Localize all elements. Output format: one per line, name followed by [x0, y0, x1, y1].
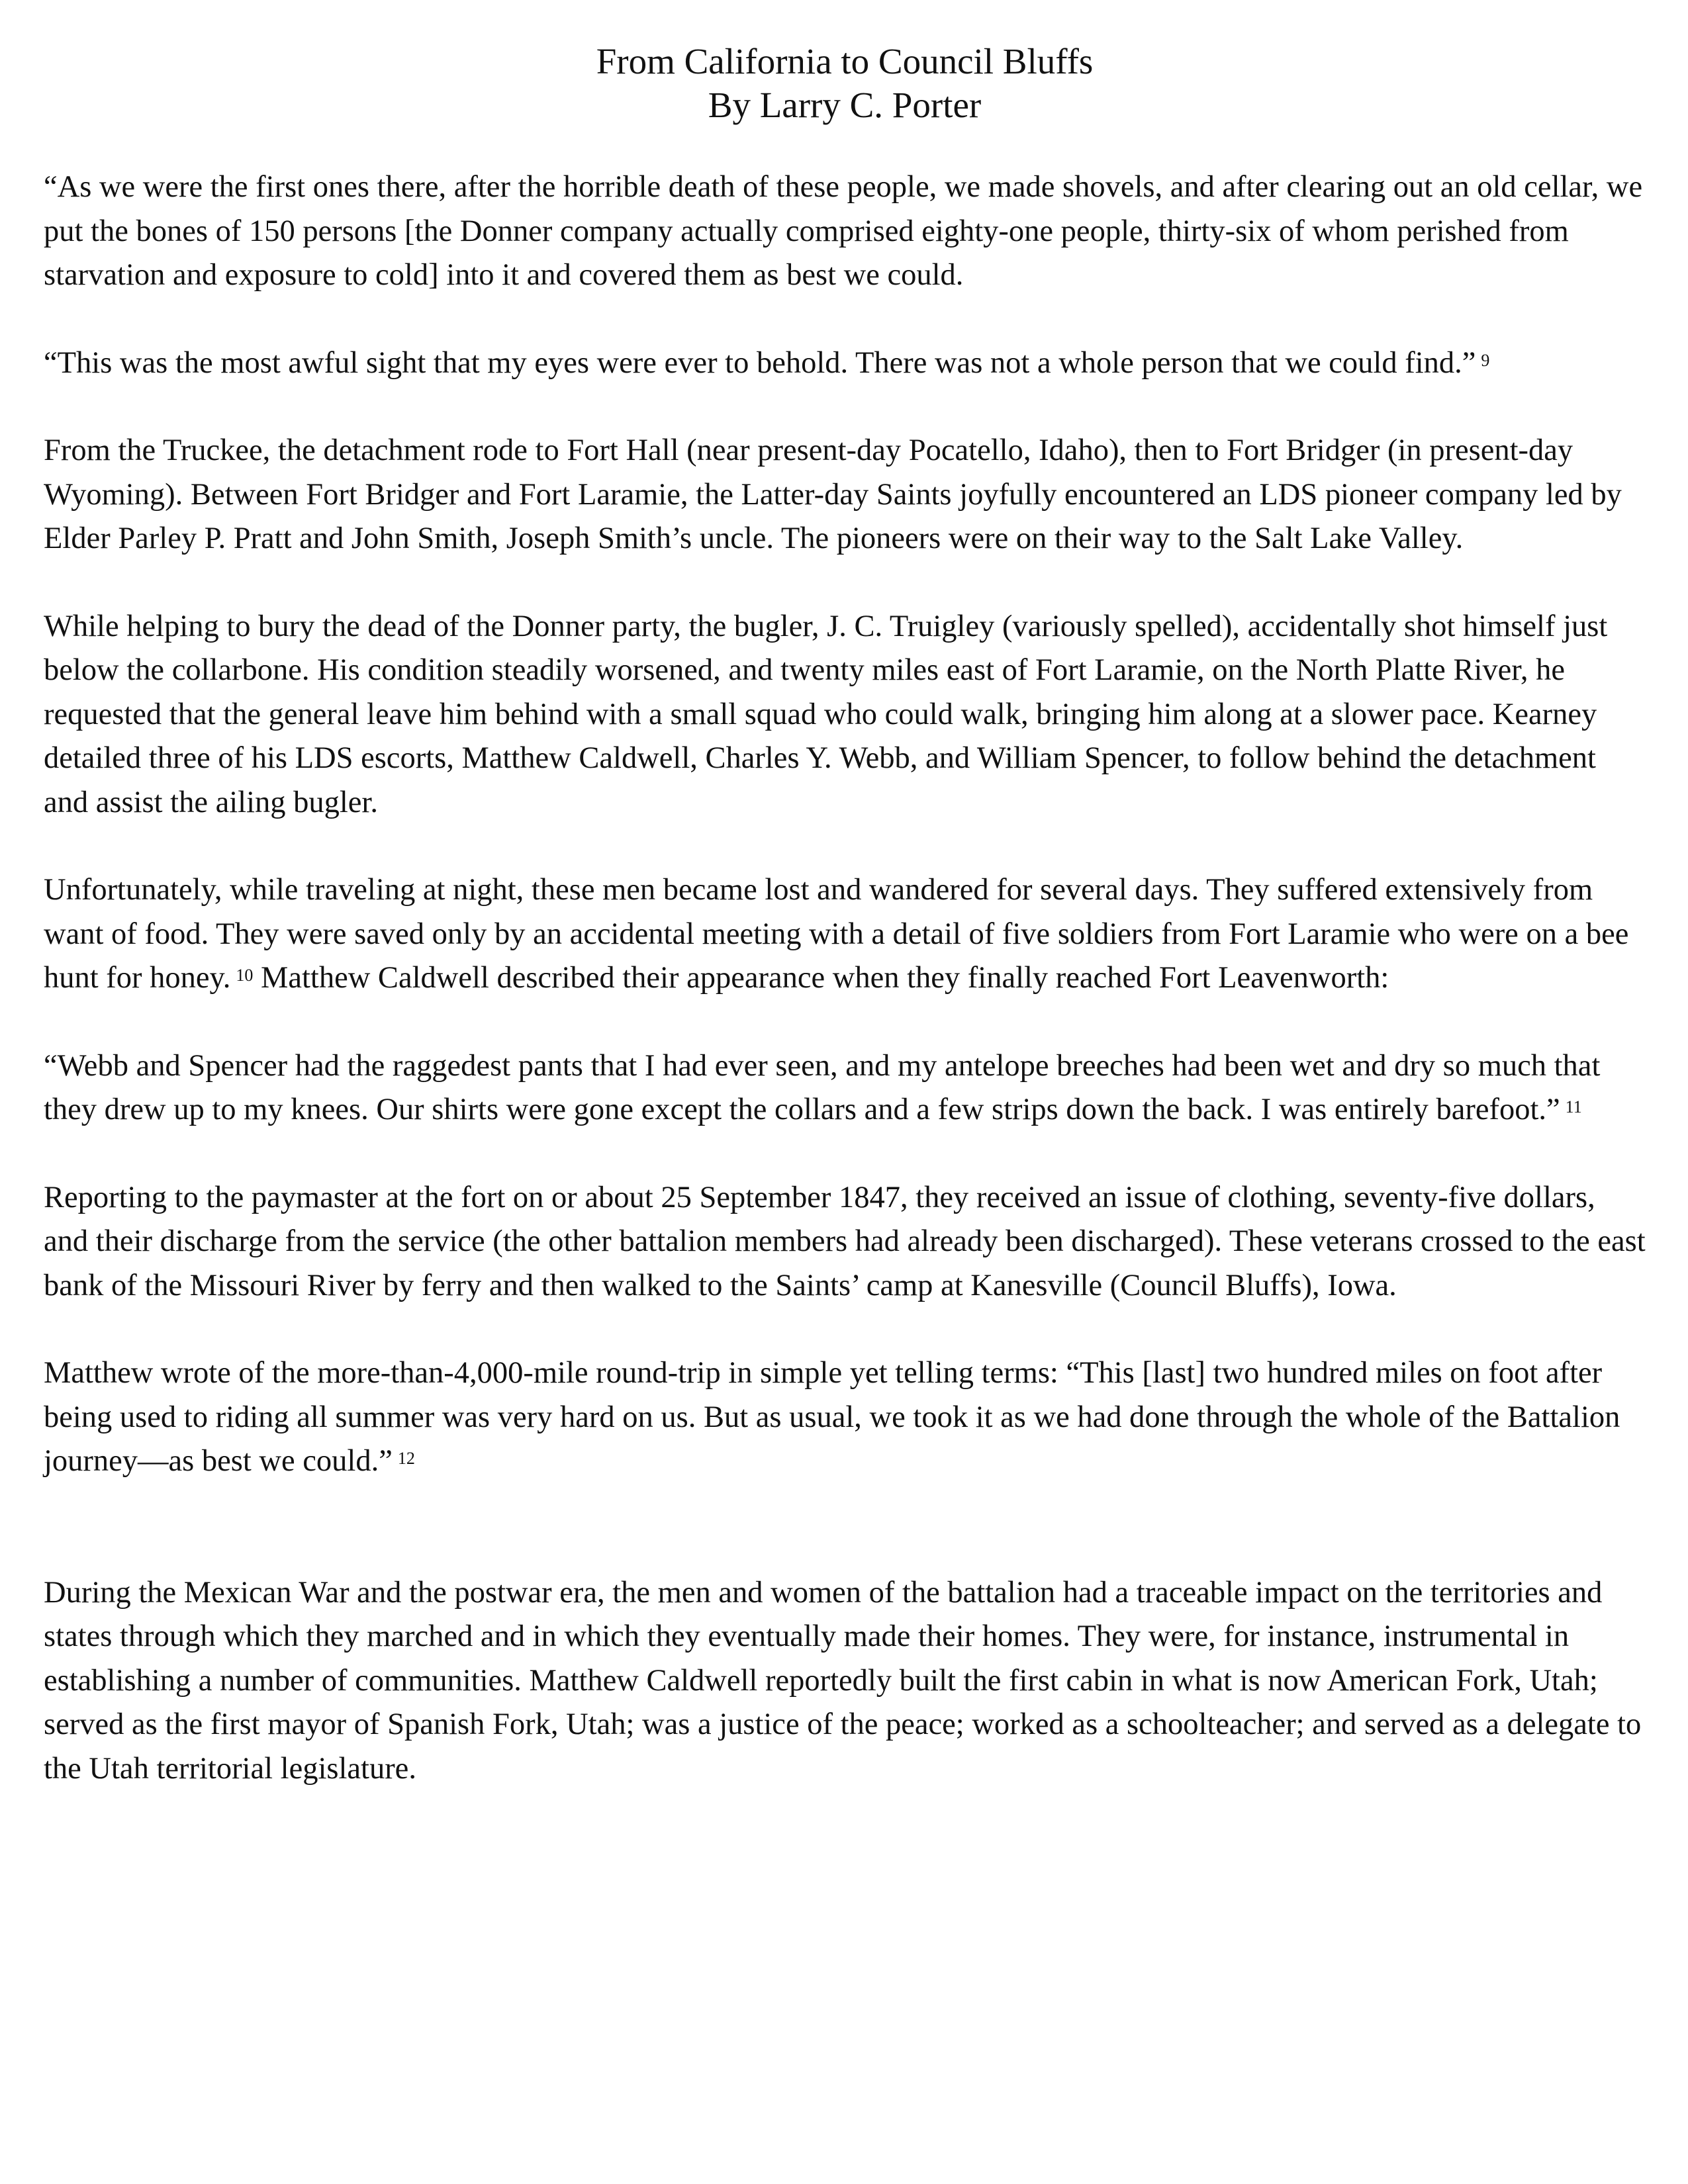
document-page [44, 40, 1646, 1835]
document-title: From California to Council Bluffs [596, 41, 1094, 81]
paragraph-6 [44, 1044, 1646, 1132]
paragraph-2 [44, 341, 1646, 386]
paragraph-text: Reporting to the paymaster at the fort on or about 25 September 1847, they received an issue of clothing, seventy-five dollars, and their discharge from the service (the other battalion members had already been discharged). These veterans crossed to the east bank of the Missouri River by ferry and then walked to the Saints’ camp at Kanesville (Council Bluffs), Iowa. [44, 1180, 1646, 1302]
paragraph-7 [44, 1176, 1646, 1308]
paragraph-text-continued: Matthew Caldwell described their appearance when they finally reached Fort Leavenworth: [261, 961, 1389, 995]
paragraph-8 [44, 1351, 1646, 1484]
author-line: By Larry C. Porter [708, 85, 982, 125]
document-header [44, 40, 1646, 127]
paragraph-4 [44, 605, 1646, 825]
paragraph-text: “As we were the first ones there, after the horrible death of these people, we made shovels, and after clearing out an old cellar, we put the bones of 150 persons [the Donner company actually comprised eighty-one people, thirty-six of whom perished from starvation and exposure to cold] into it and covered them as best we could. [44, 170, 1643, 292]
paragraph-1 [44, 165, 1646, 298]
paragraph-9 [44, 1571, 1646, 1792]
paragraph-text: Matthew wrote of the more-than-4,000-mile round-trip in simple yet telling terms: “This [last] two hundred miles on foot after being used to riding all summer was very hard on us. But as usual, we took it as we had done through the whole of the Battalion journey—as best we could.” [44, 1356, 1620, 1478]
footnote-marker: 9 [1481, 350, 1490, 370]
paragraph-text: While helping to bury the dead of the Donner party, the bugler, J. C. Truigley (variously spelled), accidentally shot himself just below the collarbone. His condition steadily worsened, and twenty miles east of Fort Laramie, on the North Platte River, he requested that the general leave him behind with a small squad who could walk, bringing him along at a slower pace. Kearney detailed three of his LDS escorts, Matthew Caldwell, Charles Y. Webb, and William Spencer, to follow behind the detachment and assist the ailing bugler. [44, 609, 1608, 819]
paragraph-3 [44, 429, 1646, 561]
footnote-marker: 10 [236, 966, 254, 985]
paragraph-text: From the Truckee, the detachment rode to Fort Hall (near present-day Pocatello, Idaho), then to Fort Bridger (in present-day Wyoming). Between Fort Bridger and Fort Laramie, the Latter-day Saints joyfully encountered an LDS pioneer company led by Elder Parley P. Pratt and John Smith, Joseph Smith’s uncle. The pioneers were on their way to the Salt Lake Valley. [44, 433, 1622, 555]
paragraph-text: “This was the most awful sight that my eyes were ever to behold. There was not a whole person that we could find.” [44, 345, 1476, 380]
footnote-marker: 12 [397, 1449, 415, 1468]
footnote-marker: 11 [1565, 1097, 1582, 1116]
paragraph-5 [44, 868, 1646, 1001]
paragraph-text: During the Mexican War and the postwar era, the men and women of the battalion had a traceable impact on the territories and states through which they marched and in which they eventually made their homes. They were, for instance, instrumental in establishing a number of communities. Matthew Caldwell reportedly built the first cabin in what is now American Fork, Utah; served as the first mayor of Spanish Fork, Utah; was a justice of the peace; worked as a schoolteacher; and served as a delegate to the Utah territorial legislature. [44, 1575, 1642, 1786]
paragraph-text: Unfortunately, while traveling at night, these men became lost and wandered for several days. They suffered extensively from want of food. They were saved only by an accidental meeting with a detail of five soldiers from Fort Laramie who were on a bee hunt for honey. [44, 873, 1629, 995]
paragraph-text: “Webb and Spencer had the raggedest pants that I had ever seen, and my antelope breeches had been wet and dry so much that they drew up to my knees. Our shirts were gone except the collars and a few strips down the back. I was entirely barefoot.” [44, 1048, 1601, 1126]
